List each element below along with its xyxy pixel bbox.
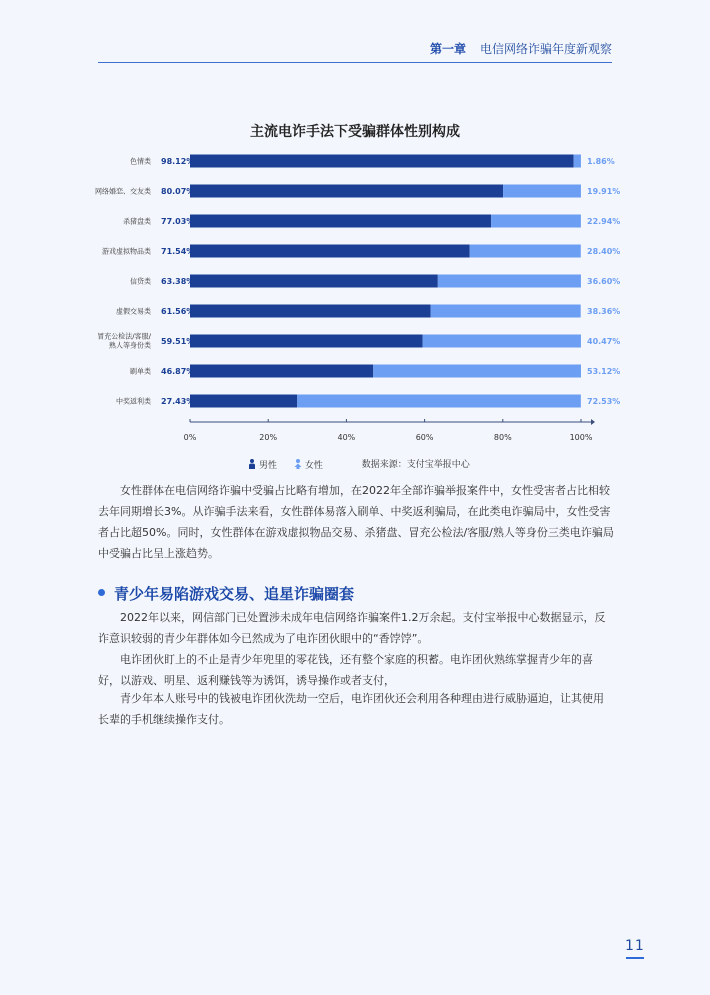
section-heading bbox=[98, 583, 354, 604]
bar-female-4 bbox=[438, 275, 581, 288]
female-value-label-4: 36.60% bbox=[587, 277, 621, 286]
male-value-label-1: 80.07% bbox=[161, 187, 195, 196]
chart-legend bbox=[248, 457, 470, 471]
bar-female-8 bbox=[297, 395, 581, 408]
male-value-label-6: 59.51% bbox=[161, 337, 195, 346]
male-value-label-3: 71.54% bbox=[161, 247, 195, 256]
page-number-underline bbox=[626, 957, 644, 959]
legend-male-label: 男性 bbox=[259, 461, 278, 471]
female-value-label-3: 28.40% bbox=[587, 247, 621, 256]
category-label-1: 网络婚恋、交友类 bbox=[95, 187, 151, 196]
x-tick-label-1: 20% bbox=[259, 433, 278, 442]
female-value-label-6: 40.47% bbox=[587, 337, 621, 346]
category-label-0: 色情类 bbox=[130, 157, 151, 166]
female-value-label-0: 1.86% bbox=[587, 157, 615, 166]
bar-female-6 bbox=[423, 335, 581, 348]
category-label-8: 中奖返利类 bbox=[116, 397, 151, 406]
male-value-label-2: 77.03% bbox=[161, 217, 195, 226]
male-person-icon bbox=[248, 459, 256, 469]
bar-female-3 bbox=[470, 245, 581, 258]
bar-male-0 bbox=[190, 155, 574, 168]
bar-female-0 bbox=[574, 155, 581, 168]
bar-male-2 bbox=[190, 215, 491, 228]
bar-male-5 bbox=[190, 305, 431, 318]
x-tick-label-4: 80% bbox=[493, 433, 512, 442]
bar-female-2 bbox=[491, 215, 581, 228]
legend-male bbox=[248, 458, 277, 471]
legend-female bbox=[294, 458, 323, 471]
category-label-4: 信贷类 bbox=[130, 277, 151, 286]
header-divider bbox=[98, 62, 612, 63]
bar-female-7 bbox=[373, 365, 581, 378]
male-value-label-7: 46.87% bbox=[161, 367, 195, 376]
male-value-label-0: 98.12% bbox=[161, 157, 195, 166]
section-bullet-icon bbox=[98, 589, 105, 596]
paragraph-teen-lures: 电诈团伙盯上的不止是青少年兜里的零花钱，还有整个家庭的积蓄。电诈团伙熟练掌握青少年的喜好，以游戏、明星、返利赚钱等为诱饵，诱导操作或者支付， bbox=[98, 653, 593, 687]
x-tick-label-5: 100% bbox=[569, 433, 593, 442]
male-value-label-8: 27.43% bbox=[161, 397, 195, 406]
data-source: 数据来源：支付宝举报中心 bbox=[361, 460, 470, 470]
section-title: 青少年易陷游戏交易、追星诈骗圈套 bbox=[114, 585, 355, 603]
bar-female-5 bbox=[431, 305, 581, 318]
x-tick-label-3: 60% bbox=[415, 433, 434, 442]
paragraph-teen-cases: 2022年以来，网信部门已处置涉未成年电信网络诈骗案件1.2万余起。支付宝举报中心数据显示，反诈意识较弱的青少年群体如今已然成为了电诈团伙眼中的“香饽饽”。 bbox=[98, 611, 606, 645]
female-value-label-2: 22.94% bbox=[587, 217, 621, 226]
bar-male-1 bbox=[190, 185, 503, 198]
header-title: 电信网络诈骗年度新观察 bbox=[479, 42, 612, 56]
bar-male-8 bbox=[190, 395, 297, 408]
page-number: 11 bbox=[625, 938, 645, 954]
category-label-3: 游戏虚拟物品类 bbox=[102, 247, 151, 256]
female-person-icon bbox=[294, 459, 302, 469]
bar-male-6 bbox=[190, 335, 423, 348]
male-value-label-5: 61.56% bbox=[161, 307, 195, 316]
female-value-label-8: 72.53% bbox=[587, 397, 621, 406]
category-label-2: 杀猪盘类 bbox=[123, 217, 151, 226]
gender-bar-chart bbox=[0, 140, 710, 450]
bar-male-7 bbox=[190, 365, 373, 378]
category-label-6: 冒充公检法/客服/熟人等身份类 bbox=[97, 332, 151, 350]
female-value-label-1: 19.91% bbox=[587, 187, 621, 196]
female-value-label-7: 53.12% bbox=[587, 367, 621, 376]
page-header bbox=[98, 40, 612, 60]
paragraph-female-victims: 女性群体在电信网络诈骗中受骗占比略有增加，在2022年全部诈骗举报案件中，女性受害者占比相较去年同期增长3%。从诈骗手法来看，女性群体易落入刷单、中奖返利骗局，在此类电诈骗局中，女性受害者占比超50%。同时，女性群体在游戏虚拟物品交易、杀猪盘、冒充公检法/客服/熟人等身份三类电诈骗局中受骗占比呈上涨趋势。 bbox=[98, 484, 614, 560]
chapter-label: 第一章 bbox=[429, 42, 466, 56]
bar-female-1 bbox=[503, 185, 581, 198]
x-axis-arrow bbox=[591, 419, 595, 425]
male-value-label-4: 63.38% bbox=[161, 277, 195, 286]
category-label-7: 刷单类 bbox=[130, 367, 151, 376]
paragraph-teen-threats: 青少年本人账号中的钱被电诈团伙洗劫一空后，电诈团伙还会利用各种理由进行威胁逼迫，让其使用长辈的手机继续操作支付。 bbox=[98, 692, 604, 726]
chart-title: 主流电诈手法下受骗群体性别构成 bbox=[250, 124, 460, 140]
bar-male-4 bbox=[190, 275, 438, 288]
bar-male-3 bbox=[190, 245, 470, 258]
legend-female-label: 女性 bbox=[304, 461, 323, 471]
x-tick-label-0: 0% bbox=[183, 433, 197, 442]
category-label-5: 虚假交易类 bbox=[116, 307, 151, 316]
x-tick-label-2: 40% bbox=[337, 433, 356, 442]
female-value-label-5: 38.36% bbox=[587, 307, 621, 316]
